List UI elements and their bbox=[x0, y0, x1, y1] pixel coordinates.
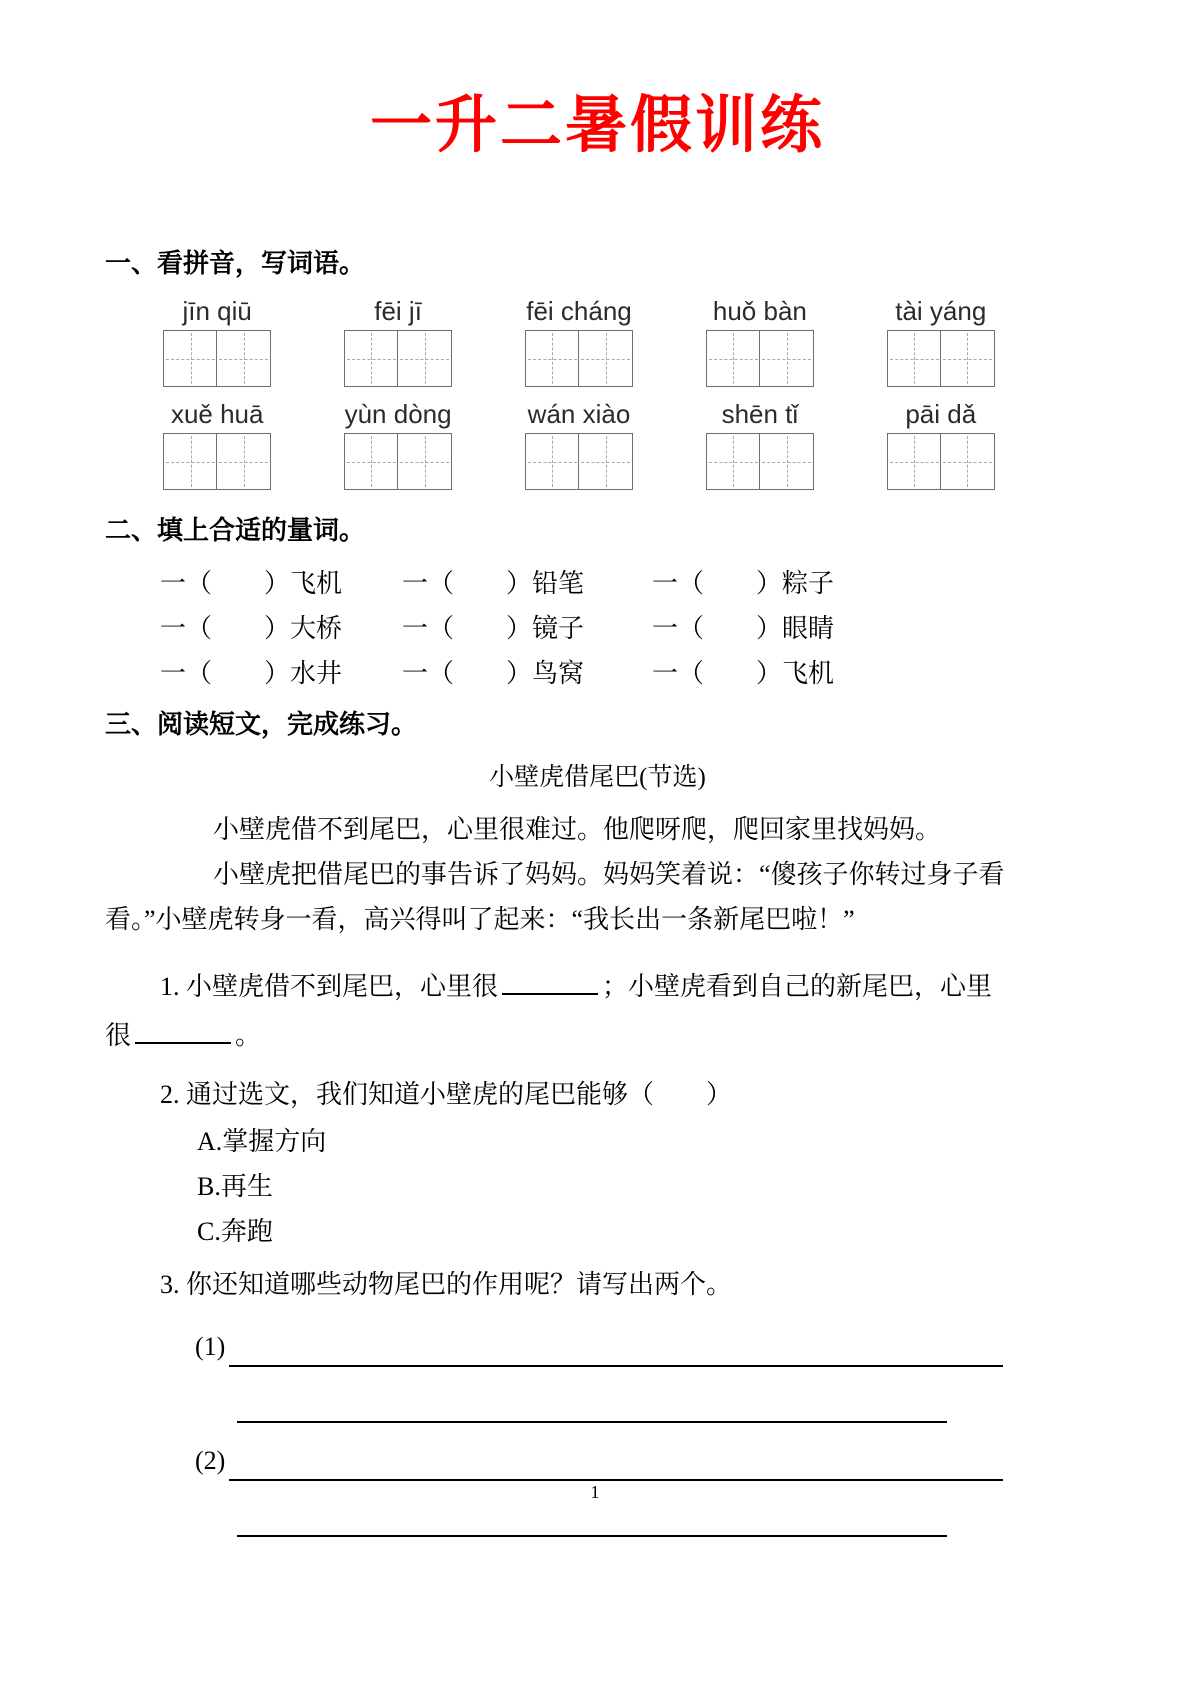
measure-item: 一（ ）飞机 bbox=[652, 659, 835, 689]
question-1-text: 1. 小壁虎借不到尾巴，心里很 bbox=[160, 972, 499, 1002]
writing-cell[interactable] bbox=[525, 330, 580, 387]
section-pinyin-writing bbox=[105, 243, 1090, 490]
writing-grid bbox=[163, 433, 271, 490]
pinyin-label: fēi cháng bbox=[526, 296, 632, 327]
measure-row bbox=[160, 569, 1090, 599]
passage-paragraph-1: 小壁虎借不到尾巴，心里很难过。他爬呀爬，爬回家里找妈妈。 bbox=[213, 815, 942, 845]
pinyin-block bbox=[887, 399, 995, 490]
writing-cell[interactable] bbox=[344, 433, 399, 490]
writing-grid bbox=[887, 330, 995, 387]
question-3-text: 3. 你还知道哪些动物尾巴的作用呢？请写出两个。 bbox=[160, 1270, 733, 1300]
pinyin-block bbox=[706, 296, 814, 387]
question-1-line-1 bbox=[160, 962, 1090, 1011]
option-b: B.再生 bbox=[197, 1172, 273, 1202]
writing-cell[interactable] bbox=[887, 330, 942, 387]
pinyin-block bbox=[525, 399, 633, 490]
section3-heading: 三、阅读短文，完成练习。 bbox=[105, 710, 418, 740]
writing-grid bbox=[344, 330, 452, 387]
measure-item: 一（ ）铅笔 bbox=[402, 569, 585, 599]
writing-cell[interactable] bbox=[397, 330, 452, 387]
pinyin-label: wán xiào bbox=[527, 399, 631, 430]
writing-cell[interactable] bbox=[397, 433, 452, 490]
pinyin-label: jīn qiū bbox=[182, 296, 252, 327]
section1-heading: 一、看拼音，写词语。 bbox=[105, 249, 366, 279]
writing-cell[interactable] bbox=[759, 330, 814, 387]
measure-word-grid bbox=[160, 569, 1090, 689]
pinyin-label: xuě huā bbox=[170, 399, 264, 430]
measure-item: 一（ ）鸟窝 bbox=[402, 659, 585, 689]
measure-item: 一（ ）大桥 bbox=[160, 614, 343, 644]
question-2 bbox=[105, 1070, 1090, 1254]
measure-item: 一（ ）粽子 bbox=[652, 569, 835, 599]
answer-line bbox=[195, 1323, 1003, 1367]
writing-grid bbox=[525, 433, 633, 490]
writing-cell[interactable] bbox=[163, 330, 218, 387]
section-measure-words bbox=[105, 510, 1090, 689]
option-c: C.奔跑 bbox=[197, 1217, 273, 1247]
pinyin-label: yùn dòng bbox=[344, 399, 452, 430]
measure-item: 一（ ）镜子 bbox=[402, 614, 585, 644]
answer-label: (1) bbox=[195, 1332, 226, 1362]
question-1-text: 。 bbox=[235, 1021, 262, 1051]
pinyin-row-2 bbox=[163, 399, 995, 490]
measure-item: 一（ ）水井 bbox=[160, 659, 343, 689]
section-reading bbox=[105, 704, 1090, 1537]
writing-cell[interactable] bbox=[216, 433, 271, 490]
option-a: A.掌握方向 bbox=[197, 1127, 327, 1157]
passage-paragraph-2: 小壁虎把借尾巴的事告诉了妈妈。妈妈笑着说：“傻孩子你转过身子看看。”小壁虎转身一看，高兴得叫了起来：“我长出一条新尾巴啦！” bbox=[105, 860, 1005, 935]
pinyin-block bbox=[887, 296, 995, 387]
answer-blank[interactable] bbox=[135, 1017, 231, 1044]
pinyin-row-1 bbox=[163, 296, 995, 387]
pinyin-block bbox=[163, 296, 271, 387]
answer-blank[interactable] bbox=[237, 1503, 947, 1537]
answer-blank[interactable] bbox=[229, 1447, 1003, 1481]
answer-label: (2) bbox=[195, 1446, 226, 1476]
measure-item: 一（ ）飞机 bbox=[160, 569, 343, 599]
writing-cell[interactable] bbox=[940, 330, 995, 387]
writing-cell[interactable] bbox=[706, 433, 761, 490]
question-1-text: 很 bbox=[105, 1021, 132, 1051]
pinyin-label: huǒ bàn bbox=[712, 296, 807, 327]
writing-cell[interactable] bbox=[578, 330, 633, 387]
writing-cell[interactable] bbox=[216, 330, 271, 387]
pinyin-label: tài yáng bbox=[895, 296, 987, 327]
answer-area-1 bbox=[195, 1323, 1003, 1423]
question-1 bbox=[105, 962, 1090, 1060]
writing-grid bbox=[706, 330, 814, 387]
writing-grid bbox=[163, 330, 271, 387]
answer-line bbox=[195, 1437, 1003, 1481]
measure-row bbox=[160, 614, 1090, 644]
question-2-text: 2. 通过选文，我们知道小壁虎的尾巴能够（ ） bbox=[160, 1080, 733, 1110]
writing-cell[interactable] bbox=[163, 433, 218, 490]
writing-grid bbox=[887, 433, 995, 490]
writing-grid bbox=[525, 330, 633, 387]
pinyin-label: fēi jī bbox=[374, 296, 422, 327]
pinyin-block bbox=[706, 399, 814, 490]
answer-blank[interactable] bbox=[502, 968, 598, 995]
writing-cell[interactable] bbox=[887, 433, 942, 490]
answer-blank[interactable] bbox=[229, 1333, 1003, 1367]
writing-cell[interactable] bbox=[706, 330, 761, 387]
measure-item: 一（ ）眼睛 bbox=[652, 614, 835, 644]
pinyin-label: shēn tǐ bbox=[721, 399, 799, 430]
passage-title: 小壁虎借尾巴(节选) bbox=[489, 764, 706, 792]
measure-row bbox=[160, 659, 1090, 689]
writing-cell[interactable] bbox=[578, 433, 633, 490]
pinyin-block bbox=[525, 296, 633, 387]
question-1-text: ；小壁虎看到自己的新尾巴，心里 bbox=[602, 972, 993, 1002]
writing-cell[interactable] bbox=[525, 433, 580, 490]
answer-line bbox=[195, 1367, 1003, 1423]
writing-cell[interactable] bbox=[759, 433, 814, 490]
question-1-line-2 bbox=[105, 1011, 1090, 1060]
writing-grid bbox=[706, 433, 814, 490]
page-number: 1 bbox=[590, 1482, 600, 1502]
pinyin-label: pāi dǎ bbox=[905, 399, 977, 430]
pinyin-block bbox=[163, 399, 271, 490]
pinyin-block bbox=[344, 399, 452, 490]
writing-cell[interactable] bbox=[344, 330, 399, 387]
writing-grid bbox=[344, 433, 452, 490]
page-title: 一升二暑假训练 bbox=[369, 92, 825, 160]
answer-blank[interactable] bbox=[237, 1389, 947, 1423]
writing-cell[interactable] bbox=[940, 433, 995, 490]
pinyin-block bbox=[344, 296, 452, 387]
section2-heading: 二、填上合适的量词。 bbox=[105, 516, 366, 546]
